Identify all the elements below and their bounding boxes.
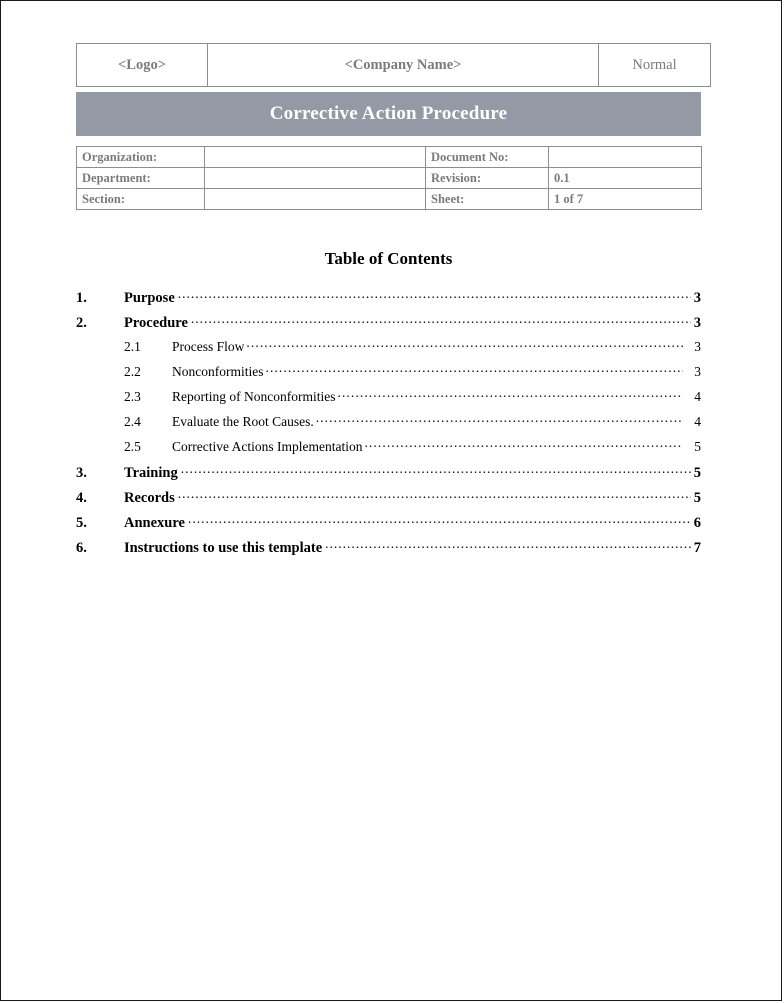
toc-entry-page: 4 [694, 413, 701, 429]
toc-dot-leader [265, 362, 683, 376]
department-value[interactable] [205, 168, 426, 189]
toc-entry[interactable] [76, 287, 701, 312]
toc-entry[interactable] [76, 362, 701, 387]
document-info-table [76, 146, 702, 210]
toc-entry-title: Training [124, 464, 178, 481]
toc-entry-number: 6. [76, 539, 87, 556]
toc-entry-page: 4 [694, 388, 701, 404]
table-row [77, 168, 702, 189]
document-title: Corrective Action Procedure [269, 103, 508, 124]
section-label: Section: [77, 189, 205, 210]
table-row [77, 189, 702, 210]
revision-value[interactable]: 0.1 [549, 168, 702, 189]
toc-entry-page: 3 [693, 289, 701, 306]
toc-entry-title: Nonconformities [172, 363, 264, 379]
toc-entry-number: 2.4 [124, 413, 141, 429]
toc-entry-title: Instructions to use this template [124, 539, 323, 556]
toc-dot-leader [188, 512, 691, 527]
toc-entry[interactable] [76, 512, 701, 537]
document-title-banner [76, 92, 701, 136]
toc-entry-number: 2.2 [124, 363, 141, 379]
toc-entry-title: Annexure [124, 514, 185, 531]
toc-entry[interactable] [76, 337, 701, 362]
toc-entry-number: 3. [76, 464, 87, 481]
toc-entry[interactable] [76, 462, 701, 487]
toc-entry-number: 2.5 [124, 438, 141, 454]
toc-dot-leader [246, 337, 683, 351]
toc-entry-title: Procedure [124, 314, 188, 331]
table-row [77, 44, 711, 87]
toc-entry-page: 3 [693, 314, 701, 331]
department-label: Department: [77, 168, 205, 189]
company-name-cell: <Company Name> [208, 44, 599, 87]
organization-value[interactable] [205, 147, 426, 168]
toc-entry-page: 3 [694, 363, 701, 379]
toc-dot-leader [191, 312, 691, 327]
toc-entry-title: Corrective Actions Implementation [172, 438, 363, 454]
toc-entry[interactable] [76, 387, 701, 412]
toc-entry-number: 2. [76, 314, 87, 331]
toc-entry[interactable] [76, 487, 701, 512]
toc-entry-page: 5 [693, 489, 701, 506]
toc-entry[interactable] [76, 537, 701, 562]
table-row [77, 147, 702, 168]
toc-entry-number: 2.3 [124, 388, 141, 404]
table-of-contents [76, 287, 701, 562]
toc-dot-leader [178, 287, 691, 302]
sheet-value[interactable]: 1 of 7 [549, 189, 702, 210]
toc-entry-number: 1. [76, 289, 87, 306]
toc-entry[interactable] [76, 437, 701, 462]
toc-entry-number: 2.1 [124, 338, 141, 354]
toc-entry-title: Reporting of Nonconformities [172, 388, 336, 404]
toc-entry-title: Purpose [124, 289, 175, 306]
toc-entry-title: Process Flow [172, 338, 245, 354]
toc-entry-title: Evaluate the Root Causes. [172, 413, 314, 429]
toc-dot-leader [337, 387, 683, 401]
section-value[interactable] [205, 189, 426, 210]
document-no-label: Document No: [426, 147, 549, 168]
toc-entry-number: 5. [76, 514, 87, 531]
toc-dot-leader [325, 537, 691, 552]
toc-entry[interactable] [76, 312, 701, 337]
revision-label: Revision: [426, 168, 549, 189]
toc-dot-leader [178, 487, 691, 502]
toc-dot-leader [316, 412, 683, 426]
toc-dot-leader [364, 437, 683, 451]
document-header-table [76, 43, 711, 87]
toc-entry-page: 6 [693, 514, 701, 531]
logo-cell: <Logo> [77, 44, 208, 87]
toc-dot-leader [181, 462, 691, 477]
toc-entry-page: 3 [694, 338, 701, 354]
sheet-label: Sheet: [426, 189, 549, 210]
toc-entry-page: 5 [694, 438, 701, 454]
toc-heading: Table of Contents [324, 249, 453, 268]
document-no-value[interactable] [549, 147, 702, 168]
status-cell: Normal [599, 44, 711, 87]
organization-label: Organization: [77, 147, 205, 168]
toc-entry-page: 7 [693, 539, 701, 556]
toc-entry-page: 5 [693, 464, 701, 481]
toc-entry-title: Records [124, 489, 175, 506]
toc-entry-number: 4. [76, 489, 87, 506]
toc-entry[interactable] [76, 412, 701, 437]
